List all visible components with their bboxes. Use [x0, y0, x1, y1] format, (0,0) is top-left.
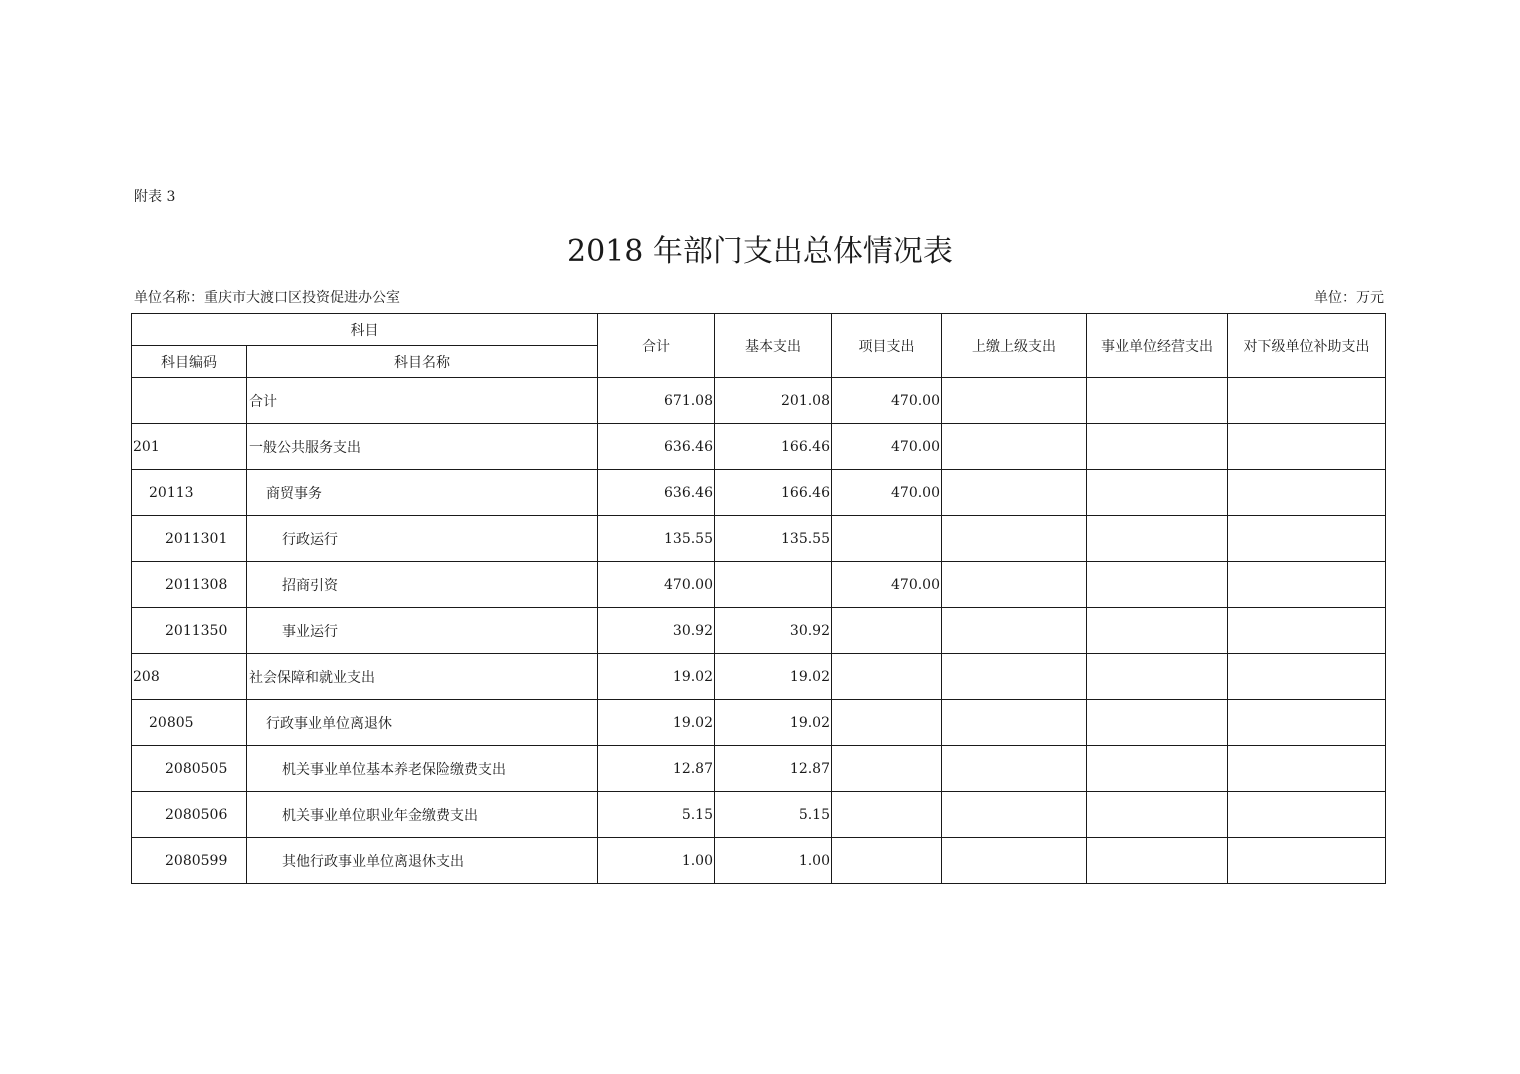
table-row [132, 424, 1386, 470]
unit-name: 单位名称：重庆市大渡口区投资促进办公室 [134, 290, 400, 306]
cell-basic: 19.02 [715, 700, 832, 746]
cell-total: 5.15 [598, 792, 715, 838]
header-total: 合计 [598, 314, 715, 378]
cell-upper [942, 654, 1087, 700]
cell-name: 事业运行 [247, 608, 598, 654]
cell-basic: 12.87 [715, 746, 832, 792]
cell-code: 2011301 [132, 516, 247, 562]
cell-project [832, 700, 942, 746]
annex-label: 附表 3 [134, 189, 176, 205]
cell-upper [942, 562, 1087, 608]
cell-upper [942, 746, 1087, 792]
cell-upper [942, 516, 1087, 562]
cell-business [1087, 654, 1228, 700]
cell-subsidy [1228, 654, 1386, 700]
table-row [132, 746, 1386, 792]
cell-project: 470.00 [832, 378, 942, 424]
cell-subsidy [1228, 470, 1386, 516]
cell-total: 1.00 [598, 838, 715, 884]
cell-basic: 30.92 [715, 608, 832, 654]
cell-upper [942, 378, 1087, 424]
cell-total: 30.92 [598, 608, 715, 654]
cell-basic: 201.08 [715, 378, 832, 424]
table-row [132, 700, 1386, 746]
header-upper: 上缴上级支出 [942, 314, 1087, 378]
cell-basic: 1.00 [715, 838, 832, 884]
cell-subsidy [1228, 838, 1386, 884]
header-subject: 科目 [132, 314, 598, 346]
cell-basic: 135.55 [715, 516, 832, 562]
cell-name: 一般公共服务支出 [247, 424, 598, 470]
cell-basic: 166.46 [715, 424, 832, 470]
cell-business [1087, 792, 1228, 838]
cell-business [1087, 378, 1228, 424]
cell-name: 商贸事务 [247, 470, 598, 516]
cell-total: 12.87 [598, 746, 715, 792]
table-row [132, 378, 1386, 424]
table-row [132, 470, 1386, 516]
cell-basic: 5.15 [715, 792, 832, 838]
cell-business [1087, 470, 1228, 516]
cell-total: 636.46 [598, 470, 715, 516]
cell-name: 合计 [247, 378, 598, 424]
expenditure-table [131, 313, 1386, 884]
cell-code: 2011308 [132, 562, 247, 608]
cell-basic: 19.02 [715, 654, 832, 700]
header-basic: 基本支出 [715, 314, 832, 378]
cell-upper [942, 470, 1087, 516]
cell-subsidy [1228, 424, 1386, 470]
cell-name: 社会保障和就业支出 [247, 654, 598, 700]
cell-name: 机关事业单位基本养老保险缴费支出 [247, 746, 598, 792]
header-business: 事业单位经营支出 [1087, 314, 1228, 378]
table-row [132, 838, 1386, 884]
cell-business [1087, 838, 1228, 884]
cell-upper [942, 608, 1087, 654]
cell-subsidy [1228, 700, 1386, 746]
cell-project [832, 654, 942, 700]
cell-code: 201 [132, 424, 247, 470]
table-row [132, 654, 1386, 700]
currency-unit: 单位：万元 [1314, 290, 1384, 306]
table-row [132, 608, 1386, 654]
header-row-1 [132, 314, 1386, 346]
header-subsidy: 对下级单位补助支出 [1228, 314, 1386, 378]
cell-business [1087, 700, 1228, 746]
cell-name: 招商引资 [247, 562, 598, 608]
cell-upper [942, 792, 1087, 838]
cell-total: 636.46 [598, 424, 715, 470]
cell-business [1087, 562, 1228, 608]
cell-subsidy [1228, 516, 1386, 562]
cell-subsidy [1228, 746, 1386, 792]
cell-upper [942, 838, 1087, 884]
cell-business [1087, 608, 1228, 654]
cell-upper [942, 424, 1087, 470]
cell-code: 20805 [132, 700, 247, 746]
table-row [132, 516, 1386, 562]
cell-project [832, 608, 942, 654]
header-project: 项目支出 [832, 314, 942, 378]
cell-code: 20113 [132, 470, 247, 516]
cell-name: 机关事业单位职业年金缴费支出 [247, 792, 598, 838]
page-title: 2018 年部门支出总体情况表 [567, 234, 953, 269]
table-row [132, 792, 1386, 838]
cell-project [832, 746, 942, 792]
cell-basic [715, 562, 832, 608]
cell-total: 135.55 [598, 516, 715, 562]
cell-code: 2080506 [132, 792, 247, 838]
cell-subsidy [1228, 608, 1386, 654]
cell-code: 2011350 [132, 608, 247, 654]
cell-code: 208 [132, 654, 247, 700]
cell-total: 19.02 [598, 654, 715, 700]
cell-name: 行政事业单位离退休 [247, 700, 598, 746]
cell-total: 671.08 [598, 378, 715, 424]
cell-business [1087, 424, 1228, 470]
cell-business [1087, 746, 1228, 792]
cell-project: 470.00 [832, 424, 942, 470]
cell-total: 19.02 [598, 700, 715, 746]
cell-name: 其他行政事业单位离退休支出 [247, 838, 598, 884]
cell-subsidy [1228, 792, 1386, 838]
cell-project [832, 516, 942, 562]
table-row [132, 562, 1386, 608]
cell-code: 2080505 [132, 746, 247, 792]
cell-subsidy [1228, 378, 1386, 424]
cell-upper [942, 700, 1087, 746]
cell-total: 470.00 [598, 562, 715, 608]
cell-project: 470.00 [832, 470, 942, 516]
cell-business [1087, 516, 1228, 562]
cell-basic: 166.46 [715, 470, 832, 516]
cell-code [132, 378, 247, 424]
cell-project [832, 792, 942, 838]
cell-name: 行政运行 [247, 516, 598, 562]
header-code: 科目编码 [132, 346, 247, 378]
header-name: 科目名称 [247, 346, 598, 378]
cell-code: 2080599 [132, 838, 247, 884]
cell-project [832, 838, 942, 884]
cell-project: 470.00 [832, 562, 942, 608]
cell-subsidy [1228, 562, 1386, 608]
